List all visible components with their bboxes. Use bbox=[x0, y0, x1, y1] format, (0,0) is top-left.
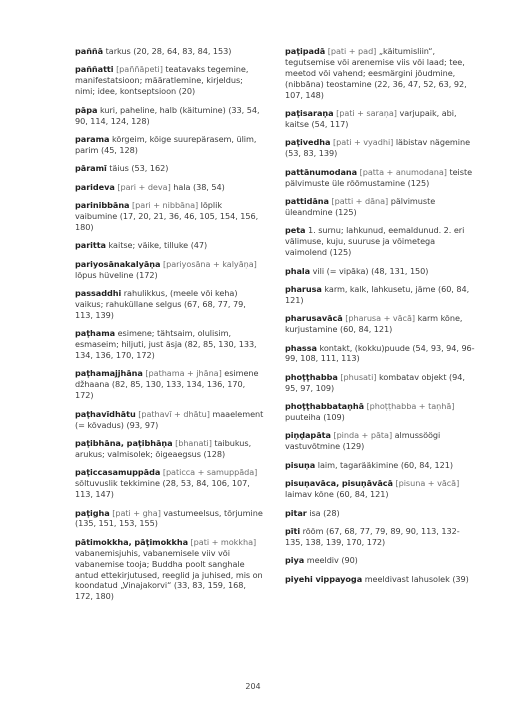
glossary-entry bbox=[285, 108, 475, 130]
entry-headword: pāpa bbox=[75, 104, 98, 115]
entry-definition: varjupaik, abi, kaitse bbox=[285, 108, 457, 129]
entry-definition: kombatav objekt bbox=[378, 371, 447, 382]
entry-definition: taibukus, arukus; valmisolek; õigeaegsus bbox=[75, 437, 252, 459]
entry-definition: vastumeelsus, tõrjumine bbox=[163, 507, 263, 518]
glossary-entry bbox=[75, 288, 265, 321]
entry-headword: paññatti bbox=[75, 64, 114, 75]
entry-page-references: (128) bbox=[203, 448, 226, 459]
entry-definition: lõpus hüveline bbox=[75, 269, 134, 280]
entry-page-references: (17, 20, 21, 36, 46, 105, 154, 156, 180) bbox=[75, 210, 259, 232]
entry-etymology: [pathavī + dhātu] bbox=[138, 408, 210, 419]
entry-headword: phoṭṭhabbataṇhā bbox=[285, 401, 365, 412]
entry-page-references: (33, 83, 159, 168, 172, 180) bbox=[75, 580, 246, 602]
entry-headword: paṭipadā bbox=[285, 46, 326, 56]
entry-headword: paṭhama bbox=[75, 328, 116, 339]
entry-page-references: (54, 93, 94, 96-99, 108, 111, 113) bbox=[285, 342, 475, 364]
entry-page-references: (60, 84, 121) bbox=[400, 459, 454, 470]
glossary-entry bbox=[285, 313, 475, 335]
entry-page-references: (45, 128) bbox=[100, 144, 138, 155]
entry-etymology: [pati + saraṇa] bbox=[336, 108, 397, 119]
entry-headword: pariyosānakalyāṇa bbox=[75, 258, 161, 269]
entry-page-references: (54, 117) bbox=[311, 118, 349, 129]
entry-page-references: (48, 131, 150) bbox=[371, 265, 429, 276]
glossary-entry bbox=[75, 467, 265, 500]
entry-page-references: (28, 53, 84, 106, 107, 113, 147) bbox=[75, 478, 250, 500]
entry-headword: phoṭṭhabba bbox=[285, 371, 338, 382]
entry-headword: pisuṇavāca, pisuṇāvācā bbox=[285, 478, 393, 489]
entry-headword: pharusa bbox=[285, 283, 322, 294]
entry-headword: pisuṇa bbox=[285, 459, 316, 470]
entry-definition: kontakt, (kokku)puude bbox=[319, 342, 410, 353]
entry-page-references: (109) bbox=[323, 412, 345, 423]
entry-etymology: [pathama + jhāna] bbox=[145, 368, 222, 379]
entry-definition: rahulikkus, (meele või keha) vaikus; rahuküllane selgus bbox=[75, 288, 238, 309]
entry-etymology: [phusati] bbox=[340, 371, 377, 382]
entry-definition: karm kõne, kurjustamine bbox=[285, 313, 463, 335]
entry-page-references: (60, 84, 121) bbox=[285, 283, 470, 305]
entry-definition: esimene džhaana bbox=[75, 368, 259, 390]
entry-definition: esimene; tähtsaim, olulisim, esmaseim; hiljuti, just äsja bbox=[75, 328, 232, 350]
entry-headword: passaddhi bbox=[75, 288, 122, 298]
entry-headword: peta bbox=[285, 225, 306, 236]
entry-page-references: (125) bbox=[329, 247, 352, 258]
glossary-entry bbox=[75, 64, 265, 97]
glossary-entry bbox=[285, 508, 475, 519]
entry-headword: pattidāna bbox=[285, 195, 329, 206]
entry-page-references: (38, 54) bbox=[192, 181, 225, 192]
glossary-entry bbox=[285, 137, 475, 159]
entry-page-references: (28) bbox=[323, 507, 340, 518]
entry-etymology: [paticca + samuppāda] bbox=[162, 467, 258, 478]
glossary-entry bbox=[75, 200, 265, 233]
entry-headword: piyehi vippayoga bbox=[285, 573, 363, 584]
glossary-entry bbox=[285, 167, 475, 189]
glossary-entry bbox=[285, 196, 475, 218]
glossary-entry bbox=[75, 508, 265, 530]
entry-definition: kuri, paheline, halb (käitumine) bbox=[99, 104, 226, 115]
entry-definition: almussöögi vastuvõtmine bbox=[285, 430, 441, 452]
glossary-entry bbox=[285, 478, 475, 500]
entry-definition: teiste pälvimuste üle rõõmustamine bbox=[285, 166, 473, 188]
glossary-entry bbox=[285, 46, 475, 101]
entry-headword: piya bbox=[285, 555, 305, 566]
glossary-entry bbox=[285, 460, 475, 471]
entry-headword: paṭisaraṇa bbox=[285, 108, 334, 119]
glossary-entry bbox=[75, 182, 265, 193]
entry-page-references: (20) bbox=[178, 86, 196, 97]
glossary-entry bbox=[75, 368, 265, 401]
glossary-entry bbox=[285, 266, 475, 277]
entry-headword: paṭhavīdhātu bbox=[75, 408, 136, 419]
left-column bbox=[75, 46, 265, 610]
entry-etymology: [pari + nibbāna] bbox=[132, 200, 199, 211]
glossary-entry bbox=[285, 372, 475, 394]
entry-headword: paṭigha bbox=[75, 507, 110, 518]
entry-definition: karm, kalk, lahkusetu, jäme bbox=[324, 283, 436, 294]
entry-headword: paṭiccasamuppāda bbox=[75, 467, 161, 478]
glossary-entry bbox=[285, 284, 475, 306]
entry-page-references: (129) bbox=[342, 441, 365, 452]
entry-headword: piṇḍapāta bbox=[285, 430, 331, 441]
entry-etymology: [pati + mokkha] bbox=[190, 536, 257, 547]
entry-definition: „käitumisliin“, tegutsemise või arenemise viis või laad; tee, meetod või vahend; eesmärgini jõudmine, (nibbāna) teostamine bbox=[285, 46, 465, 89]
entry-page-references: (67, 68, 77, 79, 113, 139) bbox=[75, 298, 246, 320]
entry-etymology: [pati + vyadhi] bbox=[332, 137, 394, 148]
entry-definition: meeldiv bbox=[306, 555, 339, 566]
entry-definition: lõplik vaibumine bbox=[75, 200, 222, 221]
entry-headword: paññā bbox=[75, 46, 104, 56]
entry-headword: paridevа bbox=[75, 181, 115, 192]
entry-definition: laim, tagarääkimine bbox=[317, 459, 399, 470]
entry-page-references: (94, 95, 97, 109) bbox=[285, 371, 465, 393]
entry-etymology: [pharusa + vācā] bbox=[345, 313, 416, 324]
glossary-entry bbox=[285, 574, 475, 585]
entry-page-references: (22, 36, 47, 52, 63, 92, 107, 148) bbox=[285, 78, 467, 100]
entry-definition: pälvimuste üleandmine bbox=[285, 195, 436, 217]
glossary-entry bbox=[75, 409, 265, 431]
entry-page-references: (90) bbox=[341, 555, 358, 566]
glossary-entry bbox=[75, 163, 265, 174]
entry-headword: pharusavācā bbox=[285, 313, 343, 324]
entry-page-references: (93, 97) bbox=[126, 419, 159, 430]
entry-definition: teatavaks tegemine, manifestatsioon; määratlemine, kirjeldus; nimi; idee, kontseptsioon bbox=[75, 64, 249, 97]
glossary-entry bbox=[75, 259, 265, 281]
glossary-entry bbox=[75, 438, 265, 460]
entry-definition: isa bbox=[309, 507, 321, 518]
entry-page-references: (33, 54, 90, 114, 124, 128) bbox=[75, 104, 260, 126]
glossary-entry bbox=[75, 328, 265, 361]
entry-definition: vabanemisjuhis, vabanemisele viiv või vabanemise tooja; Buddha poolt sanghale antud ettekirjutused, reeglid ja juhised, mis on koondatud „Vinajakorvi“ bbox=[75, 547, 263, 591]
entry-definition: 1. surnu; lahkunud, eemaldunud. 2. eri välimuse, kuju, suuruse ja võimetega vaimolend bbox=[285, 225, 465, 258]
entry-etymology: [bhanati] bbox=[175, 437, 212, 448]
entry-etymology: [phoṭṭhabba + taṇhā] bbox=[366, 401, 455, 412]
entry-headword: pattānumodana bbox=[285, 166, 358, 177]
entry-page-references: (82, 85, 130, 133, 134, 136, 170, 172) bbox=[75, 339, 257, 361]
entry-headword: paṭhamajjhāna bbox=[75, 368, 143, 379]
entry-definition: rõõm bbox=[302, 525, 324, 536]
entry-page-references: (125) bbox=[335, 206, 357, 217]
entry-headword: pitar bbox=[285, 507, 307, 518]
entry-definition: maaelement (= kõvadus) bbox=[75, 408, 264, 430]
entry-definition: sõltuvuslik tekkimine bbox=[75, 478, 160, 489]
entry-headword: parinibbāna bbox=[75, 200, 130, 211]
entry-definition: puuteiha bbox=[285, 412, 321, 423]
glossary-entry bbox=[75, 240, 265, 251]
entry-headword: phassa bbox=[285, 342, 317, 353]
entry-etymology: [paññāpeti] bbox=[116, 64, 163, 75]
entry-definition: kaitse; väike, tilluke bbox=[108, 240, 189, 251]
entry-definition: täius bbox=[109, 163, 129, 174]
entry-etymology: [pisuna + vācā] bbox=[395, 478, 460, 489]
glossary-entry bbox=[285, 225, 475, 258]
entry-etymology: [pati + pad] bbox=[327, 46, 377, 56]
entry-definition: tarkus bbox=[105, 46, 131, 56]
entry-definition: läbistav nägemine bbox=[395, 137, 471, 148]
entry-definition: laimav kõne bbox=[285, 489, 334, 500]
entry-etymology: [pari + deva] bbox=[117, 181, 171, 192]
glossary-entry bbox=[285, 526, 475, 548]
entry-page-references: (172) bbox=[135, 269, 158, 280]
entry-page-references: (135, 151, 153, 155) bbox=[75, 518, 158, 529]
entry-headword: paṭibhāna, paṭibhāṇa bbox=[75, 437, 173, 448]
entry-headword: phala bbox=[285, 265, 311, 276]
entry-page-references: (39) bbox=[452, 573, 469, 584]
glossary-entry bbox=[75, 134, 265, 156]
entry-page-references: (53, 83, 139) bbox=[285, 148, 338, 159]
glossary-entry bbox=[75, 105, 265, 127]
entry-etymology: [pariyosāna + kalyāṇa] bbox=[162, 258, 257, 269]
entry-etymology: [patti + dāna] bbox=[331, 195, 389, 206]
entry-page-references: (82, 85, 130, 133, 134, 136, 170, 172) bbox=[75, 379, 246, 401]
entry-headword: paṭivedha bbox=[285, 137, 331, 148]
entry-page-references: (47) bbox=[190, 240, 208, 251]
entry-definition: meeldivast lahusolek bbox=[364, 573, 450, 584]
entry-page-references: (60, 84, 121) bbox=[340, 324, 393, 335]
page-number: 204 bbox=[245, 682, 261, 691]
glossary-entry bbox=[285, 555, 475, 566]
glossary-entry bbox=[285, 430, 475, 452]
entry-etymology: [pati + gha] bbox=[112, 507, 161, 518]
entry-headword: pātimokkha, pāṭimokkha bbox=[75, 536, 188, 547]
entry-headword: pāramī bbox=[75, 163, 107, 174]
glossary-entry bbox=[75, 537, 265, 602]
entry-definition: kõrgeim, kõige suurepärasem, ülim, parim bbox=[75, 133, 257, 155]
entry-page-references: (67, 68, 77, 79, 89, 90, 113, 132-135, 138, 139, 170, 172) bbox=[285, 525, 460, 547]
entry-etymology: [patta + anumodana] bbox=[359, 166, 447, 177]
right-column bbox=[285, 46, 475, 592]
entry-definition: vili (= vipāka) bbox=[312, 265, 369, 276]
entry-page-references: (60, 84, 121) bbox=[336, 489, 389, 500]
entry-headword: paritta bbox=[75, 240, 106, 251]
entry-headword: pīti bbox=[285, 525, 301, 536]
entry-page-references: (125) bbox=[407, 177, 430, 188]
entry-headword: parama bbox=[75, 133, 110, 144]
glossary-entry bbox=[75, 46, 265, 57]
glossary-entry bbox=[285, 401, 475, 423]
entry-etymology: [pinda + pāta] bbox=[333, 430, 393, 441]
entry-page-references: (20, 28, 64, 83, 84, 153) bbox=[133, 46, 232, 56]
glossary-entry bbox=[285, 343, 475, 365]
entry-definition: hala bbox=[173, 181, 191, 192]
entry-page-references: (53, 162) bbox=[131, 163, 169, 174]
